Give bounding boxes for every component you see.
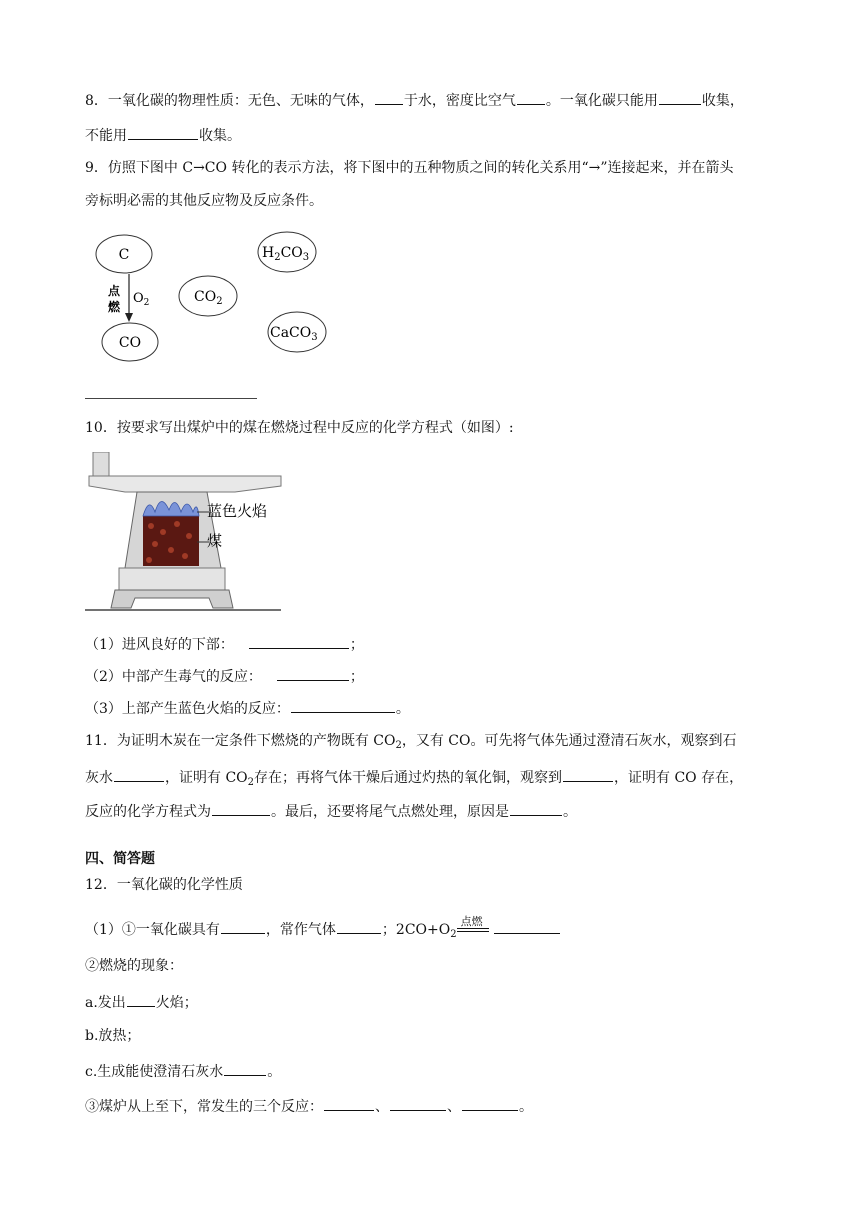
q12-text: 火焰； — [155, 995, 198, 1011]
node-co2-label: $CO_2$ — [194, 289, 223, 307]
node-h2co3-label: $H_2CO_3$ — [262, 245, 310, 263]
stove-top — [89, 476, 281, 492]
answer-blank[interactable] — [659, 89, 701, 105]
q12-text: 。 — [519, 1099, 533, 1115]
reagent-o2: $O_2$ — [133, 291, 150, 308]
q12-row-2: ②燃烧的现象： — [85, 958, 183, 974]
q11-text: ，证明有 CO 存在， — [614, 770, 744, 786]
q12-text: （1）①一氧化碳具有 — [85, 922, 220, 938]
q8-text: 8．一氧化碳的物理性质：无色、无味的气体， — [85, 93, 374, 109]
chimney-pipe — [93, 452, 109, 476]
q8-line-2 — [85, 124, 241, 146]
answer-blank[interactable] — [375, 89, 403, 105]
q11-line-1 — [85, 731, 736, 751]
q11-text: ，证明有 CO — [165, 770, 248, 786]
q8-text: 不能用 — [85, 128, 127, 144]
q12-text: ，常作气体 — [265, 922, 336, 938]
q12-text: c.生成能使澄清石灰水 — [85, 1064, 224, 1080]
label-coal: 煤 — [207, 532, 223, 550]
reaction-condition — [457, 915, 489, 940]
q10-part-text: （2）中部产生毒气的反应： — [85, 669, 262, 685]
condition-dian: 点 — [108, 284, 121, 298]
q8-text: 。一氧化碳只能用 — [545, 93, 658, 109]
q11-subscript: 2 — [247, 777, 255, 788]
q8-line-1 — [85, 89, 744, 111]
stove-base — [111, 590, 233, 608]
q10-part-text: ； — [349, 637, 364, 653]
answer-blank[interactable] — [462, 1095, 518, 1111]
condition-ran: 燃 — [108, 300, 121, 314]
answer-blank[interactable] — [221, 918, 265, 934]
q12-title: 12．一氧化碳的化学性质 — [85, 877, 243, 893]
answer-blank[interactable] — [494, 918, 560, 934]
q12-row-4: b.放热； — [85, 1028, 141, 1044]
q10-title: 10．按要求写出煤炉中的煤在燃烧过程中反应的化学方程式（如图）: — [85, 420, 514, 436]
q12-row-1 — [85, 915, 561, 940]
q11-text: 。最后，还要将尾气点燃处理，原因是 — [271, 804, 509, 820]
answer-blank[interactable] — [563, 766, 613, 782]
label-blue-flame: 蓝色火焰 — [207, 502, 268, 520]
q12-row-3 — [85, 991, 198, 1013]
q11-text: ，又有 CO。可先将气体先通过澄清石灰水，观察到石 — [401, 733, 737, 749]
node-c-label: C — [118, 247, 130, 263]
answer-blank[interactable] — [510, 800, 562, 816]
conversion-diagram — [90, 228, 340, 378]
q12-text: ③煤炉从上至下，常发生的三个反应： — [85, 1099, 323, 1115]
q12-text: 、 — [375, 1099, 389, 1115]
q12-text: a.发出 — [85, 995, 126, 1011]
q11-text: 存在；再将气体干燥后通过灼热的氧化铜，观察到 — [254, 770, 563, 786]
answer-blank[interactable] — [337, 918, 381, 934]
node-h2co3 — [258, 232, 316, 272]
q10-part-2 — [85, 665, 364, 687]
condition-label: 点燃 — [460, 915, 483, 928]
q11-text: 。 — [563, 804, 577, 820]
node-co2 — [179, 276, 237, 316]
q9-line-2: 旁标明必需的其他反应物及反应条件。 — [85, 193, 323, 209]
node-co-label: CO — [118, 335, 142, 351]
answer-blank[interactable] — [249, 633, 349, 649]
answer-line[interactable] — [85, 398, 257, 399]
q11-text: 反应的化学方程式为 — [85, 804, 211, 820]
q8-text: 收集， — [701, 93, 744, 109]
q11-text: 11．为证明木炭在一定条件下燃烧的产物既有 CO — [85, 733, 396, 749]
q12-text: 、 — [447, 1099, 461, 1115]
q12-row-6 — [85, 1095, 533, 1117]
q12-text: ；2CO+O — [381, 922, 451, 938]
q8-text: 于水，密度比空气 — [403, 93, 516, 109]
answer-blank[interactable] — [291, 697, 395, 713]
section-heading: 四、简答题 — [85, 851, 155, 867]
q10-part-text: （3）上部产生蓝色火焰的反应： — [85, 701, 290, 717]
q8-text: 收集。 — [199, 128, 241, 144]
q10-part-text: （1）进风良好的下部： — [85, 637, 234, 653]
q11-subscript: 2 — [395, 740, 402, 751]
q11-line-3 — [85, 800, 577, 822]
q11-line-2 — [85, 766, 743, 788]
node-caco3-label: CaCO$_3$ — [270, 325, 318, 343]
answer-blank[interactable] — [127, 991, 155, 1007]
node-c — [96, 235, 152, 273]
q10-part-1 — [85, 633, 364, 655]
answer-blank[interactable] — [212, 800, 270, 816]
ash-chamber — [119, 568, 225, 590]
answer-blank[interactable] — [224, 1060, 266, 1076]
arrow-c-to-co — [125, 274, 133, 322]
answer-blank[interactable] — [324, 1095, 374, 1111]
coal-stove-figure — [85, 452, 285, 614]
q10-part-text: 。 — [395, 701, 410, 717]
answer-blank[interactable] — [114, 766, 164, 782]
node-caco3 — [268, 312, 326, 352]
answer-blank[interactable] — [517, 89, 545, 105]
q10-part-text: ； — [349, 669, 364, 685]
node-co — [102, 323, 158, 361]
q9-line-1: 9．仿照下图中 C→CO 转化的表示方法，将下图中的五种物质之间的转化关系用“→”连接起来，并在箭头 — [85, 160, 734, 176]
q12-subscript: 2 — [450, 929, 457, 940]
q12-row-5 — [85, 1060, 281, 1082]
answer-blank[interactable] — [390, 1095, 446, 1111]
answer-blank[interactable] — [277, 665, 349, 681]
q10-part-3 — [85, 697, 410, 719]
q11-text: 灰水 — [85, 770, 113, 786]
answer-blank[interactable] — [128, 124, 198, 140]
q12-text: 。 — [267, 1064, 282, 1080]
